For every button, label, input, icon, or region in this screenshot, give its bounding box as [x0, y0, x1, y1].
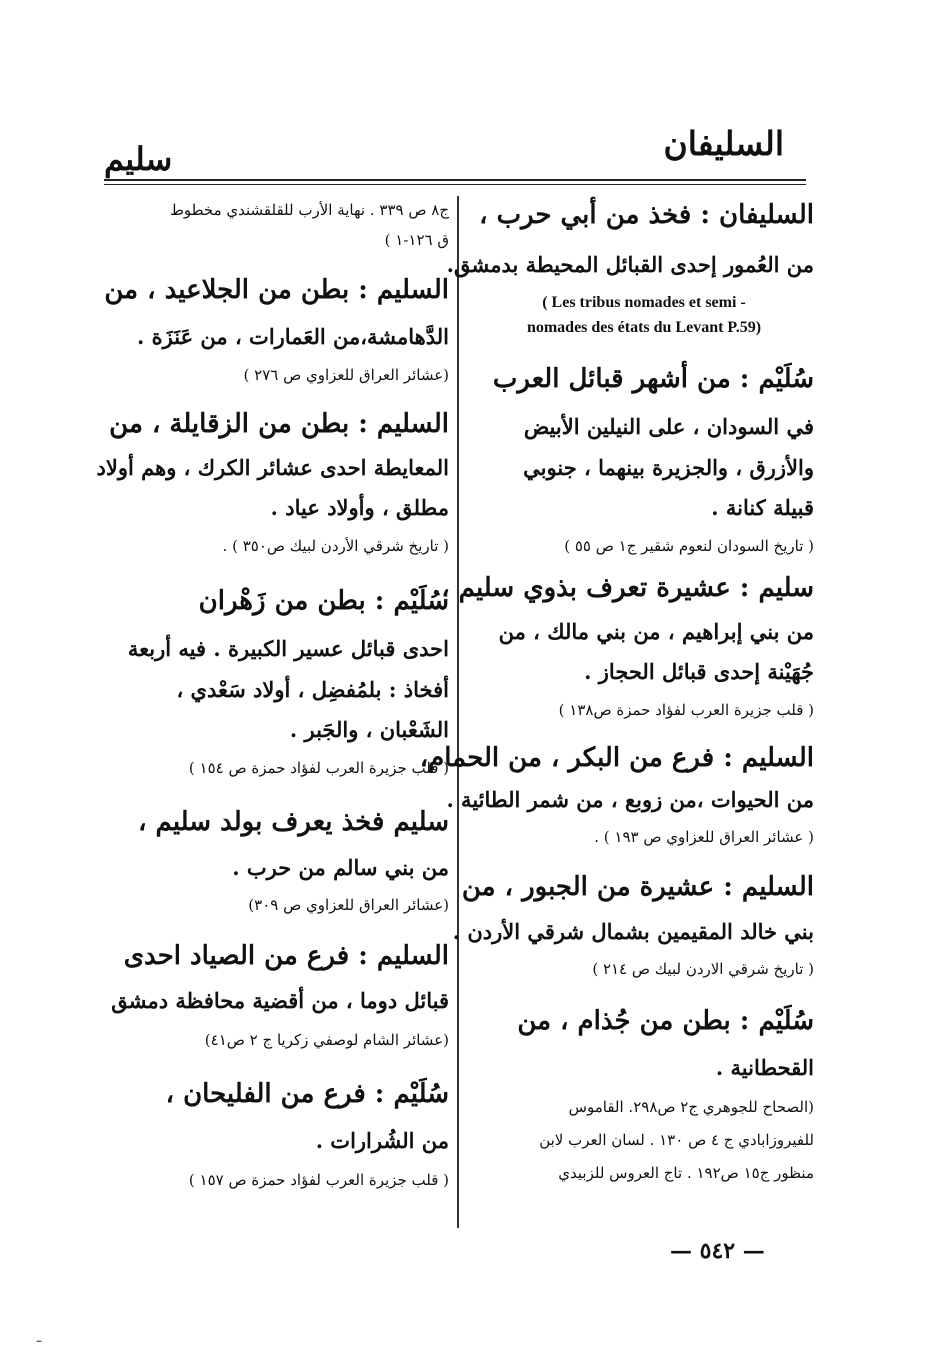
entry-headline: سُلَيْم : بطن من زَهْران	[198, 586, 449, 616]
entry-line: أفخاذ : بلمُفضِل ، أولاد سَعْدي ،	[176, 677, 449, 702]
entry-headline: سليم : عشيرة تعرف بذوي سليم ،	[441, 573, 814, 603]
source-reference: ج٨ ص ٣٣٩ . نهاية الأرب للقلقشندي مخطوط	[169, 201, 449, 219]
source-reference: ( تاريخ السودان لنعوم شقير ج١ ص ٥٥ )	[564, 537, 814, 555]
source-reference: ( تاريخ شرقي الاردن لبيك ص ٢١٤ )	[592, 960, 814, 978]
source-reference: منظور ج١٥ ص١٩٢ . تاج العروس للزبيدي	[558, 1164, 814, 1182]
entry-line: في السودان ، على النيلين الأبيض	[523, 414, 814, 439]
source-reference: (عشائر العراق للعزاوي ص ٢٧٦ )	[243, 366, 449, 384]
entry-headline: السليم : بطن من الجلاعيد ، من	[104, 275, 449, 305]
entry-headline: السليم : عشيرة من الجبور ، من	[461, 872, 814, 902]
entry-line: بني خالد المقيمين بشمال شرقي الأردن .	[452, 919, 814, 944]
source-reference: ( تاريخ شرقي الأردن لبيك ص٣٥٠ ) .	[222, 537, 449, 555]
source-reference: ( قلب جزيرة العرب لفؤاد حمزة ص١٣٨ )	[558, 701, 814, 719]
entry-line: من العُمور إحدى القبائل المحيطة بدمشق.	[446, 252, 814, 277]
entry-headline: سُلَيْم : بطن من جُذام ، من	[517, 1006, 814, 1036]
entry-headline: السليم : بطن من الزقايلة ، من	[109, 409, 449, 439]
left-column	[96, 192, 449, 1198]
column-divider	[457, 196, 459, 1228]
entry-headline: السليفان : فخذ من أبي حرب ،	[479, 200, 814, 230]
entry-line: مطلق ، وأولاد عياد .	[270, 495, 449, 520]
source-reference: ( Les tribus nomades et semi -	[542, 294, 746, 311]
entry-line: من بني إبراهيم ، من بني مالك ، من	[498, 619, 814, 644]
source-reference: (عشائر الشام لوصفي زكريا ج ٢ ص٤١)	[204, 1031, 449, 1049]
page-number: — ٥٤٢ —	[670, 1238, 765, 1264]
entry-line: قبائل دوما ، من أقضية محافظة دمشق	[111, 988, 449, 1013]
entry-headline: سليم فخذ يعرف بولد سليم ،	[138, 807, 449, 837]
entry-line: من بني سالم من حرب .	[232, 855, 449, 880]
running-head-right: السليفان	[663, 124, 784, 163]
entry-headline: السليم : فرع من البكر ، من الحمام،	[419, 743, 814, 773]
entry-line: المعايطة احدى عشائر الكرك ، وهم أولاد	[96, 455, 449, 480]
entry-line: الشَعْبان ، والجَبر .	[289, 717, 449, 742]
entry-headline: سُلَيْم : فرع من الفليحان ،	[165, 1079, 449, 1109]
corner-mark: -	[36, 1330, 43, 1351]
source-reference: ق ١٢٦-١ )	[384, 231, 449, 249]
source-reference: ( عشائر العراق للعزاوي ص ١٩٣ ) .	[594, 828, 814, 846]
entry-line: قبيلة كنانة .	[711, 495, 814, 520]
source-reference: ( قلب جزيرة العرب لفؤاد حمزة ص ١٥٤ )	[188, 759, 449, 777]
entry-line: احدى قبائل عسير الكبيرة . فيه أربعة	[127, 636, 449, 661]
entry-line: جُهَيْنة إحدى قبائل الحجاز .	[584, 659, 814, 684]
entry-line: من الشُرارات .	[315, 1128, 449, 1153]
source-reference: nomades des états du Levant P.59)	[526, 319, 762, 336]
entry-line: القحطانية .	[715, 1055, 814, 1080]
header-rule	[104, 179, 806, 181]
source-reference: (الصحاح للجوهري ج٢ ص٢٩٨. القاموس	[568, 1098, 814, 1116]
header-rule-thin	[104, 184, 806, 185]
right-column	[419, 192, 814, 1191]
entry-headline: سُلَيْم : من أشهر قبائل العرب	[492, 364, 814, 394]
source-reference: (عشائر العراق للعزاوي ص ٣٠٩)	[248, 896, 449, 914]
source-reference: ( قلب جزيرة العرب لفؤاد حمزة ص ١٥٧ )	[188, 1171, 449, 1189]
entry-headline: السليم : فرع من الصياد احدى	[123, 941, 449, 971]
entry-line: الدَّهامشة،من العَمارات ، من عَنَزَة .	[137, 324, 449, 349]
running-head-left: سليم	[104, 140, 173, 178]
source-reference: للفيروزابادي ج ٤ ص ١٣٠ . لسان العرب لابن	[539, 1131, 814, 1149]
entry-line: والأزرق ، والجزيرة بينهما ، جنوبي	[523, 455, 814, 480]
entry-line: من الحيوات ،من زوبع ، من شمر الطائية .	[446, 787, 814, 812]
